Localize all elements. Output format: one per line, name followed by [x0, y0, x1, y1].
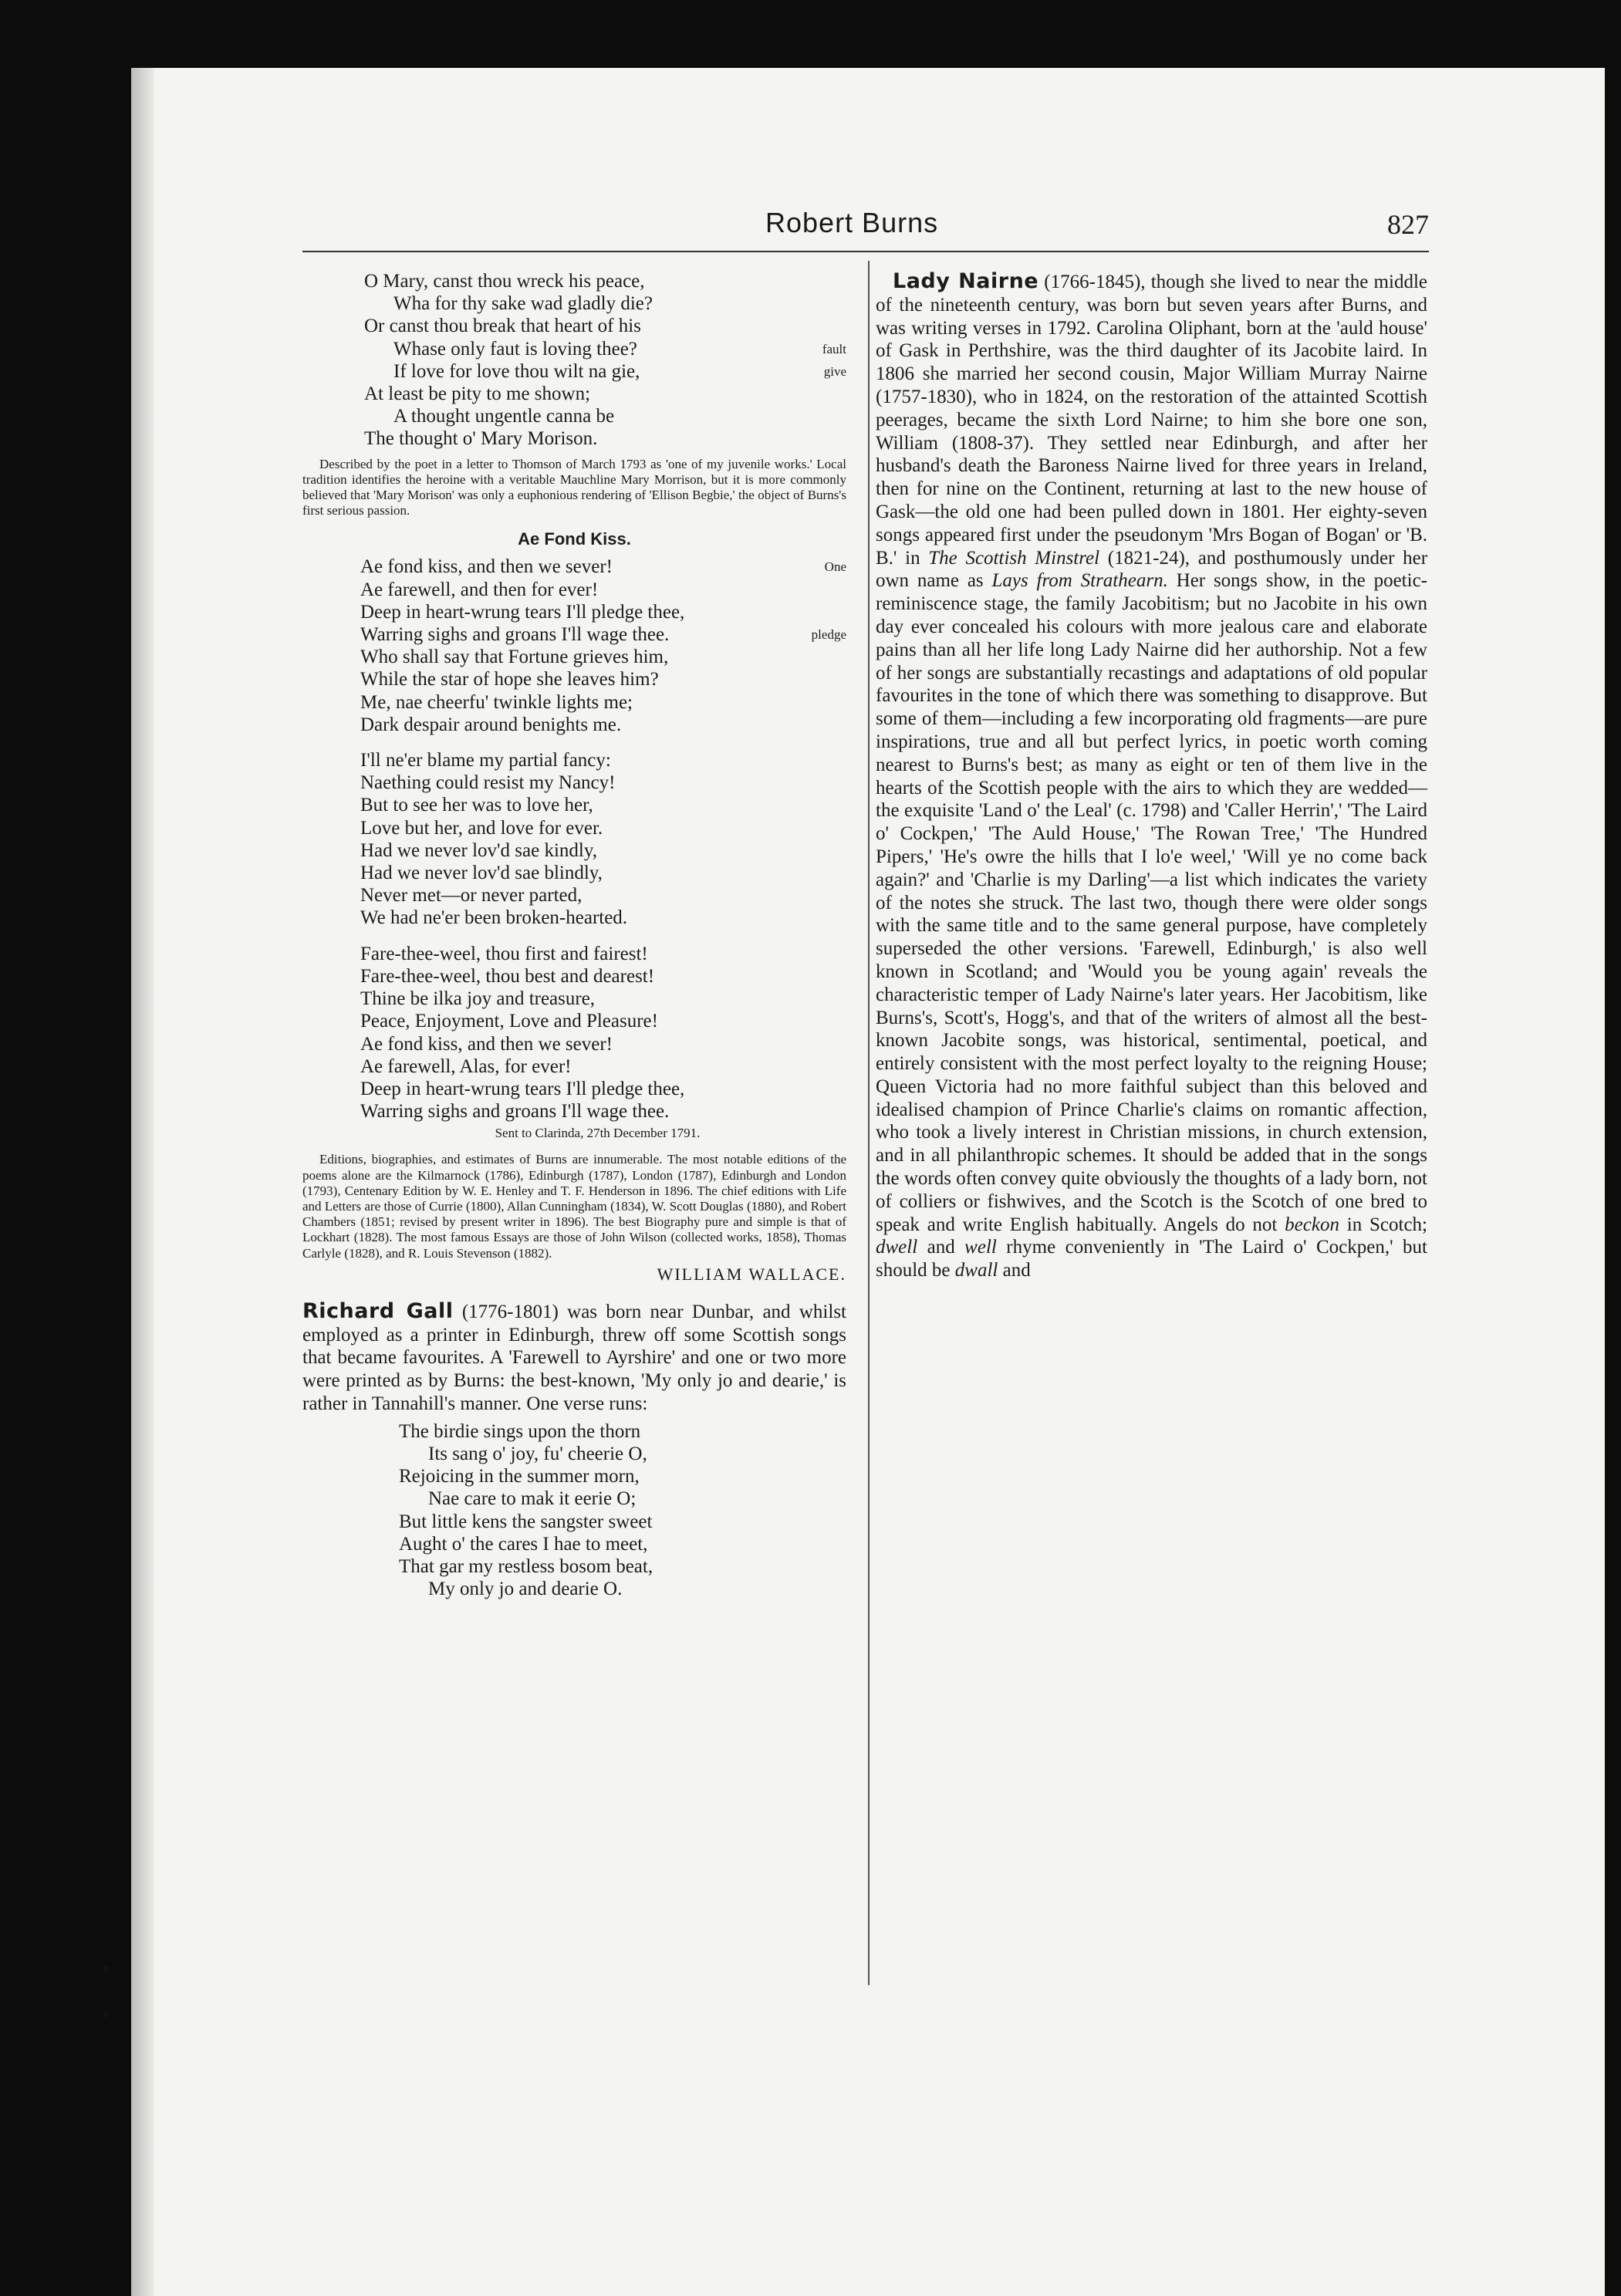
- poem-line: Ae farewell, Alas, for ever!: [360, 1055, 572, 1077]
- poem-line: That gar my restless bosom beat,: [399, 1555, 653, 1577]
- lady-nairne-entry: Lady Nairne (1766-1845), though she lived to near the middle of the nineteenth century, was born but seven years after Burns, and was writing verses in 1792. Carolina Oliphant, born at the 'auld house' of Gask in Perthshire, was the third daughter of its Jacobite laird. In 1806 she married her second cousin, Major William Murray Nairne (1757-1830), who in 1824, on the restoration of the attainted Scottish peerages, became the sixth Lord Nairne; to him she bore one son, William (1808-37). They settled near Edinburgh, and after her husband's death the Baroness Nairne lived for three years in Ireland, then for nine on the Continent, returning at last to the new house of Gask—the old one had been pulled down in 1801. Her eighty-seven songs appeared first under the pseudonym 'Mrs Bogan of Bogan' or 'B. B.' in The Scottish Minstrel (1821-24), and posthumously under her own name as Lays from Strathearn. Her songs show, in the poetic-reminiscence stage, the family Jacobitism; but no Jacobite in his own day ever concealed his colours with more jealous care and elaborate pains than all her life long Lady Nairne did her authorship. Not a few of her songs are substantially recastings and adaptations of old popular favourites in the tone of which there was something to disapprove. But some of them—including a few incorporating old fragments—are pure inspirations, true and all but perfect lyrics, in poetic worth coming nearest to Burns's best; as many as eight or ten of them live in the hearts of the Scottish people with the airs to which they are wedded—the exquisite 'Land o' the Leal' (c. 1798) and 'Caller Herrin',' 'The Laird o' Cockpen,' 'The Auld House,' 'The Rowan Tree,' 'The Hundred Pipers,' 'He's owre the hills that I lo'e weel,' 'Will ye no come back again?' and 'Charlie is my Darling'—a list which indicates the variety of the notes she struck. The last two, though there were older songs with the same title and to the same general purpose, have completely superseded the other versions. 'Farewell, Edinburgh,' is also well known in Scotland; and 'Would you be young again' reveals the characteristic temper of Lady Nairne's later years. Her Jacobitism, like Burns's, Scott's, Hogg's, and that of the writers of almost all the best-known Jacobite songs, was historical, sentimental, poetical, and entirely consistent with the most perfect loyalty to the reigning House; Queen Victoria had no more faithful subject than this beloved and idealised champion of Prince Charlie's claims on romantic affection, who took a lively interest in Christian missions, in church extension, and in all philanthropic schemes. It should be added that in the songs the words often convey quite obviously the thoughts of a lady born, not of colliers or fishwives, and the Scotch is the Scotch of one bred to speak and write English habitually. Angels do not beckon in Scotch; dwell and well rhyme conveniently in 'The Laird o' Cockpen,' but should be dwall and: [876, 269, 1428, 1281]
- book-title: The Scottish Minstrel: [928, 547, 1100, 569]
- gloss-note: fault: [822, 341, 846, 356]
- poem-line: The thought o' Mary Morison.: [364, 428, 598, 450]
- gloss-note: give: [823, 363, 846, 379]
- poem-line: Whase only faut is loving thee? fault: [393, 338, 846, 360]
- poem-line: Dark despair around benights me.: [360, 714, 622, 735]
- poem-line: While the star of hope she leaves him?: [360, 669, 659, 690]
- poem-line: Nae care to mak it eerie O;: [428, 1488, 637, 1510]
- gloss-note: One: [824, 559, 846, 575]
- poem-title: Ae Fond Kiss.: [518, 529, 631, 549]
- poem-line: Deep in heart-wrung tears I'll pledge thee,: [360, 601, 685, 623]
- book-title: Lays from Strathearn.: [991, 570, 1168, 592]
- page-number: 827: [1387, 209, 1429, 240]
- poem-line: Fare-thee-weel, thou first and fairest!: [360, 943, 648, 964]
- running-title: Robert Burns: [765, 207, 939, 238]
- poem-line: Me, nae cheerfu' twinkle lights me;: [360, 691, 633, 713]
- poem-line: Never met—or never parted,: [360, 885, 583, 907]
- richard-gall-entry: Richard Gall (1776-1801) was born near Dunbar, and whilst employed as a printer in Edinburgh, threw off some Scottish songs that became favourites. A 'Farewell to Ayrshire' and one or two more were printed as by Burns: the best-known, 'My only jo and dearie,' is rather in Tannahill's manner. One verse runs:: [302, 1298, 846, 1414]
- entry-name: Lady Nairne: [893, 269, 1039, 293]
- author-signature: WILLIAM WALLACE.: [657, 1264, 846, 1284]
- scan-speck: [103, 2011, 110, 2018]
- poem-line: O Mary, canst thou wreck his peace,: [364, 271, 645, 292]
- poem-line: At least be pity to me shown;: [364, 383, 591, 405]
- poem-line: A thought ungentle canna be: [393, 406, 615, 427]
- poem-date: Sent to Clarinda, 27th December 1791.: [495, 1126, 701, 1141]
- poem-line: Fare-thee-weel, thou best and dearest!: [360, 965, 655, 987]
- poem-line: Peace, Enjoyment, Love and Pleasure!: [360, 1011, 658, 1032]
- mary-morison-note: Described by the poet in a letter to Thomson of March 1793 as 'one of my juvenile works.' Local tradition identifies the heroine with a veritable Mauchline Mary Morrison, but it is more commonly believed that 'Mary Morison' was only a euphonious rendering of 'Ellison Begbie,' the object of Burns's first serious passion.: [302, 456, 846, 518]
- poem-line: The birdie sings upon the thorn: [399, 1420, 641, 1442]
- poem-line: Who shall say that Fortune grieves him,: [360, 647, 669, 668]
- poem-line: Deep in heart-wrung tears I'll pledge thee,: [360, 1078, 685, 1099]
- poem-line: Warring sighs and groans I'll wage thee.: [360, 1101, 670, 1123]
- left-column: [302, 270, 846, 1600]
- poem-line: Love but her, and love for ever.: [360, 817, 603, 839]
- mary-morison-poem: [302, 270, 846, 451]
- poem-line: Ae fond kiss, and then we sever!: [360, 1033, 613, 1055]
- poem-line: Rejoicing in the summer morn,: [399, 1466, 640, 1487]
- scan-speck: [103, 1965, 110, 1972]
- page-gutter: [131, 68, 154, 2296]
- poem-line: I'll ne'er blame my partial fancy:: [360, 750, 611, 772]
- poem-line: But to see her was to love her,: [360, 795, 593, 816]
- column-divider: [868, 261, 870, 1985]
- poem-line: Had we never lov'd sae blindly,: [360, 863, 603, 884]
- running-header: [171, 207, 1429, 241]
- poem-line: Its sang o' joy, fu' cheerie O,: [428, 1443, 647, 1464]
- poem-line: Warring sighs and groans I'll wage thee. pledge: [360, 624, 846, 646]
- poem-line: Ae fond kiss, and then we sever! One: [360, 556, 846, 578]
- right-column: [876, 270, 1427, 1282]
- header-rule: [302, 251, 1429, 252]
- poem-line: Naething could resist my Nancy!: [360, 772, 616, 794]
- poem-line: If love for love thou wilt na gie, give: [393, 360, 846, 382]
- ae-fond-kiss-poem: [302, 555, 846, 1123]
- poem-line: But little kens the sangster sweet: [399, 1511, 653, 1532]
- poem-line: Thine be ilka joy and treasure,: [360, 988, 596, 1010]
- poem-line: Aught o' the cares I hae to meet,: [399, 1533, 648, 1555]
- gall-poem: [302, 1420, 846, 1601]
- poem-line: We had ne'er been broken-hearted.: [360, 907, 628, 929]
- poem-line: My only jo and dearie O.: [428, 1578, 623, 1600]
- poem-line: Had we never lov'd sae kindly,: [360, 839, 597, 861]
- poem-line: Ae farewell, and then for ever!: [360, 579, 599, 600]
- poem-line: Or canst thou break that heart of his: [364, 316, 641, 337]
- poem-line: Wha for thy sake wad gladly die?: [393, 293, 653, 315]
- editions-note: Editions, biographies, and estimates of Burns are innumerable. The most notable editions of the poems alone are the Kilmarnock (1786), Edinburgh (1787), London (1787), Edinburgh and London (1793), Centenary Edition by W. E. Henley and T. F. Henderson in 1896. The chief editions with Life and Letters are those of Currie (1800), Allan Cunningham (1834), W. Scott Douglas (1880), and Robert Chambers (1851; revised by present writer in 1896). The best Biography pure and simple is that of Lockhart (1828). The most famous Essays are those of John Wilson (collected works, 1858), Thomas Carlyle (1828), and R. Louis Stevenson (1882).: [302, 1152, 846, 1261]
- entry-name: Richard Gall: [302, 1298, 454, 1323]
- gloss-note: pledge: [811, 627, 846, 643]
